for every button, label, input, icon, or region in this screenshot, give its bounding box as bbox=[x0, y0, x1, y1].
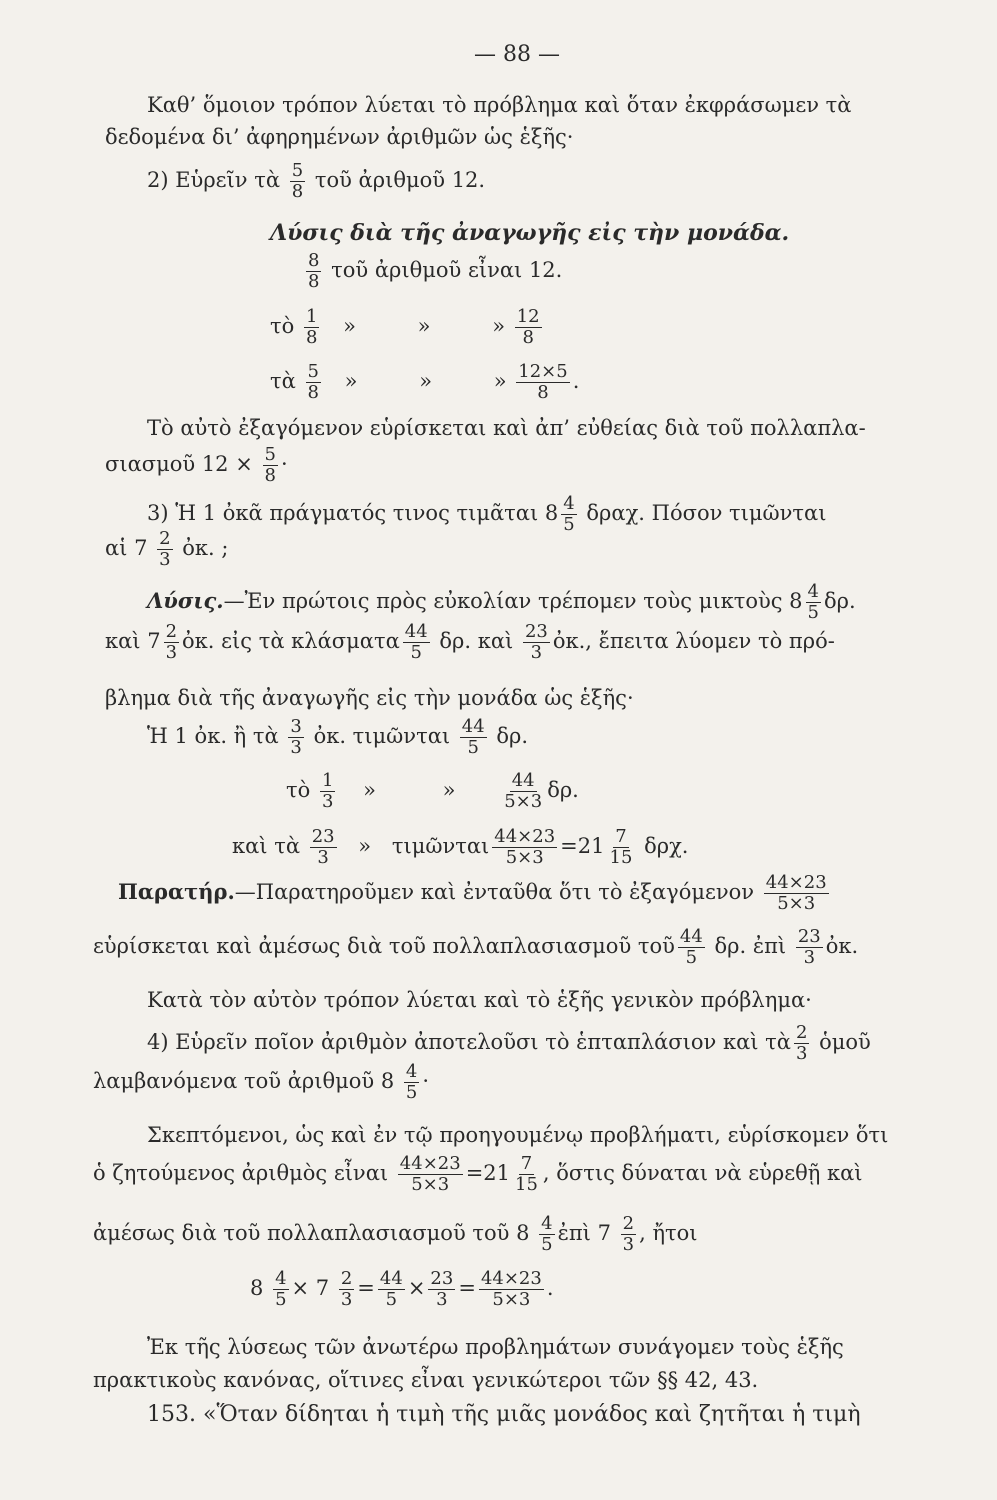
numerator: 2 bbox=[622, 1213, 635, 1234]
numerator: 2 bbox=[159, 528, 171, 549]
operator: × 7 bbox=[291, 1276, 330, 1300]
period: . bbox=[546, 1276, 554, 1300]
fraction bbox=[263, 446, 278, 485]
unit: δρ. bbox=[547, 778, 579, 802]
solution-3-line-3: βλημα διὰ τῆς ἀναγωγῆς εἰς τὴν μονάδα ὡς ἑξῆς· bbox=[105, 686, 634, 710]
problem-3 bbox=[147, 495, 826, 534]
text: ἐπὶ 7 bbox=[557, 1221, 611, 1245]
equals: = bbox=[357, 1276, 375, 1300]
equals: =21 bbox=[465, 1161, 511, 1185]
punctuation: · bbox=[422, 1069, 430, 1093]
text: ὁ ζητούμενος ἀριθμὸς εἶναι bbox=[93, 1161, 389, 1185]
solution-3-line-1 bbox=[147, 583, 856, 622]
fraction bbox=[428, 1270, 455, 1309]
reduction-3 bbox=[232, 828, 688, 867]
denominator: 5 bbox=[385, 1289, 398, 1310]
fraction bbox=[460, 718, 487, 757]
problem-3-line-2 bbox=[105, 530, 228, 569]
text: , ὅστις δύναται νὰ εὑρεθῇ καὶ bbox=[542, 1161, 863, 1185]
equals: =21 bbox=[560, 834, 605, 858]
numerator: 44×23 bbox=[494, 826, 556, 847]
denominator: 8 bbox=[264, 465, 276, 486]
denominator: 8 bbox=[537, 382, 549, 403]
numerator: 8 bbox=[308, 250, 320, 271]
numerator: 44×23 bbox=[480, 1268, 542, 1289]
reduction-1 bbox=[147, 718, 528, 757]
numerator: 12×5 bbox=[518, 361, 568, 382]
problem-2 bbox=[147, 162, 485, 201]
denominator: 5×3 bbox=[411, 1174, 450, 1195]
fraction bbox=[306, 252, 321, 291]
observation-line-3: Κατὰ τὸν αὐτὸν τρόπον λύεται καὶ τὸ ἑξῆς γενικὸν πρόβλημα· bbox=[147, 988, 812, 1012]
denominator: 3 bbox=[290, 737, 302, 758]
fraction bbox=[479, 1270, 544, 1309]
text: ἀμέσως διὰ τοῦ πολλαπλασιασμοῦ τοῦ 8 bbox=[93, 1221, 530, 1245]
text: εὑρίσκεται καὶ ἀμέσως διὰ τοῦ πολλαπλασιασμοῦ τοῦ bbox=[93, 934, 675, 958]
paragraph-1-line-1: Καθ’ ὅμοιον τρόπον λύεται τὸ πρόβλημα καὶ ὅταν ἐκφράσωμεν τὰ bbox=[147, 93, 852, 117]
numerator: 23 bbox=[430, 1268, 454, 1289]
fraction bbox=[398, 1155, 463, 1194]
numerator: 4 bbox=[563, 493, 575, 514]
denominator: 8 bbox=[308, 271, 320, 292]
numerator: 44×23 bbox=[765, 872, 827, 893]
problem-3-line-2-prefix: αἱ 7 bbox=[105, 536, 148, 560]
numerator: 4 bbox=[275, 1268, 287, 1289]
denominator: 15 bbox=[515, 1174, 538, 1195]
denominator: 5 bbox=[410, 642, 422, 663]
ditto-mark: » bbox=[343, 314, 356, 338]
problem-3-suffix: δραχ. Πόσον τιμῶνται bbox=[586, 501, 827, 525]
fraction bbox=[515, 308, 542, 347]
text: —Παρατηροῦμεν καὶ ἐνταῦθα ὅτι τὸ ἐξαγόμενον bbox=[234, 880, 755, 904]
ditto-mark: » bbox=[363, 778, 376, 802]
fraction bbox=[157, 530, 172, 569]
unit: δρχ. bbox=[644, 834, 689, 858]
denominator: 3 bbox=[803, 947, 816, 968]
text: καὶ 7 bbox=[105, 629, 161, 653]
numerator: 7 bbox=[520, 1153, 533, 1174]
fraction bbox=[403, 623, 430, 662]
denominator: 3 bbox=[159, 549, 171, 570]
numerator: 44 bbox=[461, 716, 485, 737]
denominator: 5×3 bbox=[505, 847, 544, 868]
numerator: 3 bbox=[290, 716, 302, 737]
ditto-mark: » bbox=[442, 778, 456, 802]
denominator: 3 bbox=[530, 642, 543, 663]
solution-label: Λύσις. bbox=[147, 588, 224, 613]
ditto-mark: » bbox=[419, 369, 433, 393]
ditto-mark: » bbox=[492, 314, 506, 338]
denominator: 8 bbox=[305, 327, 318, 348]
numerator: 1 bbox=[321, 770, 334, 791]
problem-3-line-2-suffix: ὀκ. ; bbox=[182, 536, 229, 560]
reduction-2 bbox=[286, 772, 579, 811]
denominator: 3 bbox=[317, 847, 329, 868]
section-153-line: 153. «Ὅταν δίδηται ἡ τιμὴ τῆς μιᾶς μονάδος καὶ ζητῆται ἡ τιμὴ bbox=[147, 1402, 861, 1427]
reasoning-line-3 bbox=[93, 1215, 698, 1254]
text: ὀκ. εἰς τὰ κλάσματα bbox=[182, 629, 400, 653]
operator: × bbox=[407, 1276, 426, 1300]
observation-label: Παρατήρ. bbox=[118, 879, 235, 904]
step-1 bbox=[303, 252, 562, 291]
solution-3-line-2 bbox=[105, 623, 835, 662]
numerator: 2 bbox=[165, 621, 178, 642]
fraction bbox=[378, 1270, 405, 1309]
numerator: 2 bbox=[340, 1268, 353, 1289]
numerator: 1 bbox=[305, 306, 318, 327]
fraction bbox=[304, 308, 319, 347]
reasoning-line-2 bbox=[93, 1155, 863, 1194]
ditto-mark: » bbox=[493, 369, 507, 393]
observation-line-2 bbox=[93, 928, 858, 967]
fraction bbox=[764, 874, 829, 913]
number: 8 bbox=[250, 1276, 264, 1300]
numerator: 44 bbox=[404, 621, 428, 642]
denominator: 5 bbox=[541, 1234, 553, 1255]
denominator: 5×3 bbox=[777, 893, 816, 914]
denominator: 8 bbox=[291, 181, 304, 202]
problem-4-line-2 bbox=[93, 1063, 429, 1102]
fraction bbox=[306, 363, 321, 402]
fraction bbox=[806, 583, 821, 622]
denominator: 5 bbox=[405, 1082, 418, 1103]
problem-3-prefix: 3) Ἡ 1 ὀκᾶ πράγματός τινος τιμᾶται 8 bbox=[147, 501, 559, 525]
text: λαμβανόμενα τοῦ ἀριθμοῦ 8 bbox=[93, 1069, 395, 1093]
denominator: 5×3 bbox=[492, 1289, 531, 1310]
fraction bbox=[513, 1155, 540, 1194]
ditto-mark: » bbox=[358, 834, 372, 858]
step-1-text: τοῦ ἀριθμοῦ εἶναι 12. bbox=[331, 258, 563, 282]
numerator: 23 bbox=[797, 926, 821, 947]
numerator: 44 bbox=[679, 926, 703, 947]
text: , ἤτοι bbox=[639, 1221, 698, 1245]
denominator: 5×3 bbox=[504, 791, 543, 812]
numerator: 23 bbox=[524, 621, 548, 642]
fraction bbox=[621, 1215, 636, 1254]
punctuation: · bbox=[280, 452, 288, 476]
paragraph-2-text: σιασμοῦ 12 × bbox=[105, 452, 253, 476]
text: ὁμοῦ bbox=[819, 1030, 871, 1054]
text: 4) Εὑρεῖν ποῖον ἀριθμὸν ἀποτελοῦσι τὸ ἑπταπλάσιον καὶ τὰ bbox=[147, 1030, 791, 1054]
numerator: 23 bbox=[311, 826, 335, 847]
denominator: 3 bbox=[165, 642, 178, 663]
unit: δρ. bbox=[496, 724, 529, 748]
numerator: 2 bbox=[795, 1022, 808, 1043]
period: . bbox=[572, 369, 580, 393]
denominator: 3 bbox=[321, 791, 334, 812]
denominator: 3 bbox=[622, 1234, 635, 1255]
denominator: 5 bbox=[467, 737, 479, 758]
denominator: 5 bbox=[563, 514, 575, 535]
fraction bbox=[796, 928, 823, 967]
step-3-prefix: τὰ bbox=[270, 369, 296, 393]
unit: δρ. bbox=[823, 589, 856, 613]
numerator: 7 bbox=[615, 826, 627, 847]
page-number: — 88 — bbox=[474, 42, 560, 67]
solution-3-text: —Ἐν πρώτοις πρὸς εὐκολίαν τρέπομεν τοὺς μικτοὺς 8 bbox=[223, 589, 803, 613]
step-2 bbox=[270, 308, 545, 347]
numerator: 5 bbox=[291, 160, 304, 181]
fraction bbox=[539, 1215, 554, 1254]
fraction bbox=[404, 1063, 419, 1102]
paragraph-2-line-1: Τὸ αὐτὸ ἐξαγόμενον εὑρίσκεται καὶ ἀπ’ εὐθείας διὰ τοῦ πολλαπλα- bbox=[147, 416, 866, 440]
numerator: 12 bbox=[516, 306, 540, 327]
denominator: 15 bbox=[609, 847, 633, 868]
reasoning-line-1: Σκεπτόμενοι, ὡς καὶ ἐν τῷ προηγουμένῳ προβλήματι, εὑρίσκομεν ὅτι bbox=[147, 1123, 889, 1147]
fraction bbox=[310, 828, 337, 867]
fraction bbox=[502, 772, 544, 811]
step-2-prefix: τὸ bbox=[270, 314, 295, 338]
observation-line-1 bbox=[118, 874, 832, 913]
numerator: 5 bbox=[307, 361, 319, 382]
paragraph-1-line-2: δεδομένα δι’ ἀφηρημένων ἀριθμῶν ὡς ἑξῆς· bbox=[105, 125, 574, 149]
numerator: 4 bbox=[541, 1213, 553, 1234]
denominator: 5 bbox=[685, 947, 698, 968]
paragraph-2-line-2 bbox=[105, 446, 288, 485]
denominator: 5 bbox=[275, 1289, 287, 1310]
fraction bbox=[608, 828, 635, 867]
text: Ἡ 1 ὀκ. ἢ τὰ bbox=[147, 724, 279, 748]
fraction bbox=[273, 1270, 288, 1309]
denominator: 3 bbox=[340, 1289, 353, 1310]
problem-2-suffix: τοῦ ἀριθμοῦ 12. bbox=[314, 168, 486, 192]
problem-2-prefix: 2) Εὑρεῖν τὰ bbox=[147, 168, 281, 192]
problem-4-line-1 bbox=[147, 1024, 871, 1063]
numerator: 44×23 bbox=[399, 1153, 461, 1174]
ditto-mark: » bbox=[417, 314, 431, 338]
fraction bbox=[492, 828, 557, 867]
ditto-mark: » bbox=[344, 369, 358, 393]
fraction bbox=[339, 1270, 354, 1309]
unit: ὀκ. bbox=[825, 934, 859, 958]
numerator: 5 bbox=[264, 444, 276, 465]
fraction bbox=[320, 772, 335, 811]
text: δρ. καὶ bbox=[439, 629, 514, 653]
fraction bbox=[516, 363, 569, 402]
equals: = bbox=[458, 1276, 476, 1300]
denominator: 3 bbox=[795, 1043, 808, 1064]
denominator: 8 bbox=[307, 382, 319, 403]
numerator: 4 bbox=[807, 581, 819, 602]
text: καὶ τὰ bbox=[232, 834, 301, 858]
numerator: 44 bbox=[379, 1268, 403, 1289]
denominator: 3 bbox=[436, 1289, 448, 1310]
step-3 bbox=[270, 363, 579, 402]
fraction bbox=[523, 623, 550, 662]
denominator: 8 bbox=[522, 327, 534, 348]
text: δρ. ἐπὶ bbox=[714, 934, 787, 958]
numerator: 4 bbox=[405, 1061, 418, 1082]
fraction bbox=[288, 718, 303, 757]
fraction bbox=[794, 1024, 809, 1063]
text: τιμῶνται bbox=[391, 834, 490, 858]
fraction bbox=[561, 495, 576, 534]
conclusion-line-2: πρακτικοὺς κανόνας, οἵτινες εἶναι γενικώτεροι τῶν §§ 42, 43. bbox=[93, 1368, 759, 1392]
fraction bbox=[164, 623, 179, 662]
text: ὀκ. τιμῶνται bbox=[313, 724, 451, 748]
final-equation bbox=[250, 1270, 554, 1309]
text: ὀκ., ἔπειτα λύομεν τὸ πρό- bbox=[552, 629, 835, 653]
text: τὸ bbox=[286, 778, 311, 802]
denominator: 5 bbox=[807, 602, 819, 623]
fraction bbox=[290, 162, 305, 201]
numerator: 44 bbox=[511, 770, 535, 791]
section-heading-solution: Λύσις διὰ τῆς ἀναγωγῆς εἰς τὴν μονάδα. bbox=[270, 220, 790, 246]
conclusion-line-1: Ἐκ τῆς λύσεως τῶν ἀνωτέρω προβλημάτων συνάγομεν τοὺς ἑξῆς bbox=[147, 1335, 844, 1359]
fraction bbox=[678, 928, 705, 967]
